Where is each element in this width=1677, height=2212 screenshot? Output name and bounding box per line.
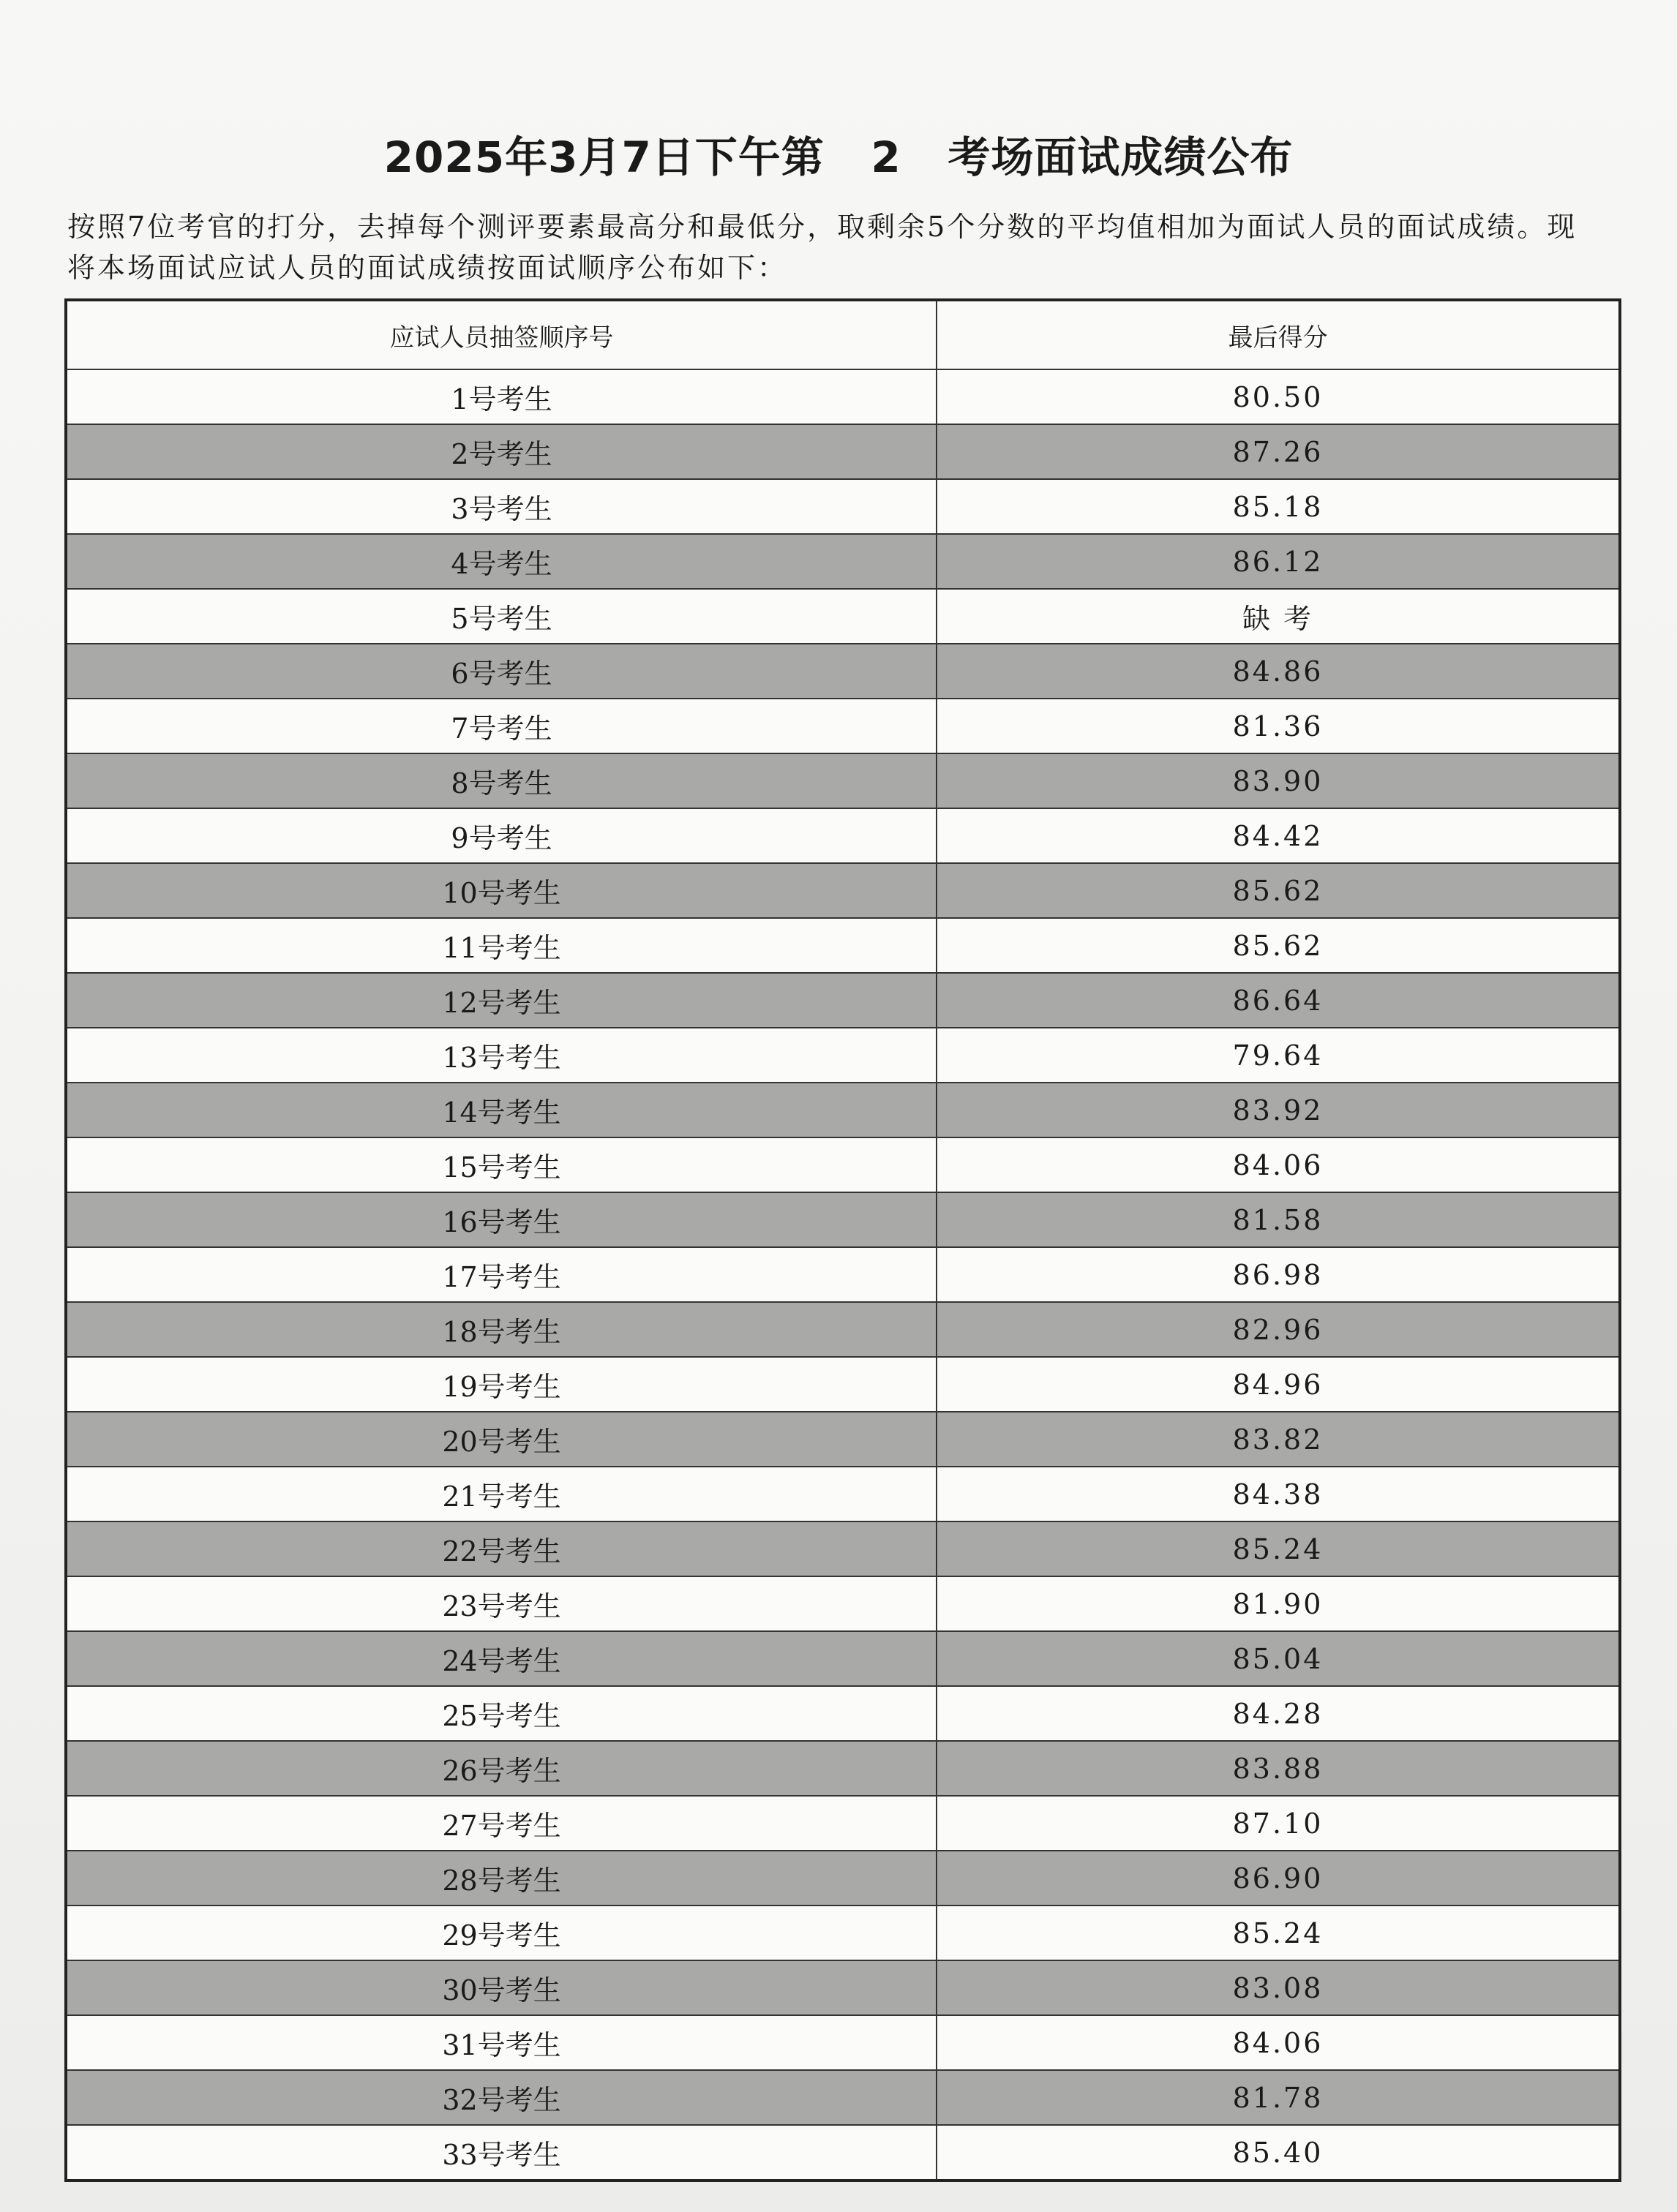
candidate-cell: 22号考生 — [66, 1521, 937, 1576]
score-cell: 85.62 — [937, 918, 1620, 973]
score-cell: 83.88 — [937, 1741, 1620, 1796]
table-row — [66, 1028, 1620, 1083]
table-row — [66, 753, 1620, 808]
table-row — [66, 589, 1620, 644]
score-cell: 87.10 — [937, 1796, 1620, 1851]
score-cell: 85.40 — [937, 2125, 1620, 2181]
page-title: 2025年3月7日下午第 2 考场面试成绩公布 — [383, 132, 1294, 182]
candidate-cell: 26号考生 — [66, 1741, 937, 1796]
table-row — [66, 1467, 1620, 1521]
candidate-cell: 33号考生 — [66, 2125, 937, 2181]
score-cell: 86.98 — [937, 1247, 1620, 1302]
score-cell: 85.18 — [937, 479, 1620, 534]
table-row — [66, 1796, 1620, 1851]
table-row — [66, 2015, 1620, 2070]
table-row — [66, 1960, 1620, 2015]
table-row — [66, 808, 1620, 863]
table-row — [66, 973, 1620, 1028]
header-score: 最后得分 — [937, 300, 1620, 369]
table-row — [66, 534, 1620, 589]
candidate-cell: 5号考生 — [66, 589, 937, 644]
candidate-cell: 15号考生 — [66, 1137, 937, 1192]
candidate-cell: 29号考生 — [66, 1906, 937, 1960]
score-cell: 83.90 — [937, 753, 1620, 808]
table-row — [66, 2070, 1620, 2125]
table-row — [66, 1357, 1620, 1412]
candidate-cell: 27号考生 — [66, 1796, 937, 1851]
intro-paragraph — [67, 206, 1618, 288]
table-row — [66, 1741, 1620, 1796]
table-row — [66, 644, 1620, 699]
table-row — [66, 1631, 1620, 1686]
table-row — [66, 424, 1620, 479]
score-cell: 87.26 — [937, 424, 1620, 479]
candidate-cell: 20号考生 — [66, 1412, 937, 1467]
scores-table — [64, 298, 1621, 2182]
score-cell: 84.38 — [937, 1467, 1620, 1521]
score-cell: 85.24 — [937, 1906, 1620, 1960]
score-cell: 84.96 — [937, 1357, 1620, 1412]
table-row — [66, 1137, 1620, 1192]
table-row — [66, 1302, 1620, 1357]
table-row — [66, 1576, 1620, 1631]
score-cell: 81.58 — [937, 1192, 1620, 1247]
score-cell: 84.42 — [937, 808, 1620, 863]
score-cell: 84.06 — [937, 2015, 1620, 2070]
candidate-cell: 25号考生 — [66, 1686, 937, 1741]
candidate-cell: 28号考生 — [66, 1851, 937, 1906]
candidate-cell: 12号考生 — [66, 973, 937, 1028]
table-row — [66, 369, 1620, 424]
intro-line-2: 将本场面试应试人员的面试成绩按面试顺序公布如下： — [67, 252, 788, 284]
score-cell: 79.64 — [937, 1028, 1620, 1083]
score-cell: 82.96 — [937, 1302, 1620, 1357]
table-header-row — [66, 300, 1620, 369]
score-cell: 84.86 — [937, 644, 1620, 699]
score-cell: 80.50 — [937, 369, 1620, 424]
candidate-cell: 4号考生 — [66, 534, 937, 589]
intro-line-1: 按照7位考官的打分，去掉每个测评要素最高分和最低分，取剩余5个分数的平均值相加为面试人员的面试成绩。现 — [67, 211, 1577, 243]
table-row — [66, 1083, 1620, 1137]
candidate-cell: 14号考生 — [66, 1083, 937, 1137]
score-cell: 83.92 — [937, 1083, 1620, 1137]
candidate-cell: 13号考生 — [66, 1028, 937, 1083]
candidate-cell: 8号考生 — [66, 753, 937, 808]
candidate-cell: 18号考生 — [66, 1302, 937, 1357]
candidate-cell: 6号考生 — [66, 644, 937, 699]
table-row — [66, 1412, 1620, 1467]
score-cell: 83.08 — [937, 1960, 1620, 2015]
table-row — [66, 1521, 1620, 1576]
table-row — [66, 1906, 1620, 1960]
table-row — [66, 1192, 1620, 1247]
candidate-cell: 10号考生 — [66, 863, 937, 918]
table-row — [66, 863, 1620, 918]
table-row — [66, 2125, 1620, 2181]
score-cell: 81.36 — [937, 699, 1620, 753]
candidate-cell: 2号考生 — [66, 424, 937, 479]
score-cell: 86.64 — [937, 973, 1620, 1028]
score-cell: 81.78 — [937, 2070, 1620, 2125]
candidate-cell: 3号考生 — [66, 479, 937, 534]
score-cell: 85.04 — [937, 1631, 1620, 1686]
candidate-cell: 16号考生 — [66, 1192, 937, 1247]
candidate-cell: 1号考生 — [66, 369, 937, 424]
table-row — [66, 1686, 1620, 1741]
table-row — [66, 1247, 1620, 1302]
score-cell: 85.24 — [937, 1521, 1620, 1576]
score-cell: 83.82 — [937, 1412, 1620, 1467]
candidate-cell: 9号考生 — [66, 808, 937, 863]
header-candidate: 应试人员抽签顺序号 — [66, 300, 937, 369]
candidate-cell: 17号考生 — [66, 1247, 937, 1302]
candidate-cell: 30号考生 — [66, 1960, 937, 2015]
score-cell: 81.90 — [937, 1576, 1620, 1631]
candidate-cell: 21号考生 — [66, 1467, 937, 1521]
score-cell: 84.06 — [937, 1137, 1620, 1192]
score-cell: 86.90 — [937, 1851, 1620, 1906]
candidate-cell: 24号考生 — [66, 1631, 937, 1686]
candidate-cell: 31号考生 — [66, 2015, 937, 2070]
candidate-cell: 23号考生 — [66, 1576, 937, 1631]
table-row — [66, 1851, 1620, 1906]
table-row — [66, 918, 1620, 973]
candidate-cell: 7号考生 — [66, 699, 937, 753]
candidate-cell: 32号考生 — [66, 2070, 937, 2125]
score-cell: 85.62 — [937, 863, 1620, 918]
candidate-cell: 19号考生 — [66, 1357, 937, 1412]
table-row — [66, 479, 1620, 534]
candidate-cell: 11号考生 — [66, 918, 937, 973]
table-row — [66, 699, 1620, 753]
score-cell: 缺 考 — [937, 589, 1620, 644]
score-cell: 86.12 — [937, 534, 1620, 589]
score-cell: 84.28 — [937, 1686, 1620, 1741]
